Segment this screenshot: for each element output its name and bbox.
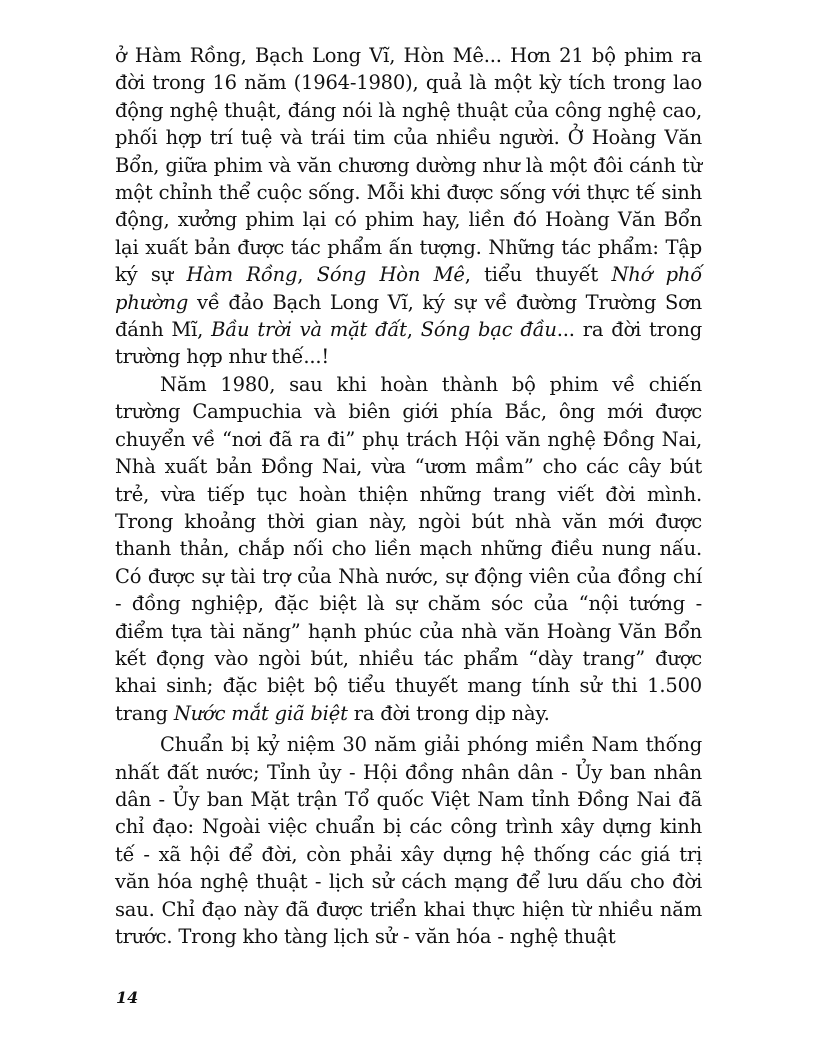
paragraph-2-run-1: Năm 1980, sau khi hoàn thành bộ phim về chiến trường Campuchia và biên giới phía Bắc, ông mới được chuyển về “nơi đã ra đi” phụ trách Hội văn nghệ Đồng Nai, Nhà xuất bản Đồng Nai, vừa “ươm mầm” cho các cây bút trẻ, vừa tiếp tục hoàn thiện những trang viết đời mình. Trong khoảng thời gian này, ngòi bút nhà văn mới được thanh thản, chắp nối cho liền mạch những điều nung nấu. Có được sự tài trợ của Nhà nước, sự động viên của đồng chí - đồng nghiệp, đặc biệt là sự chăm sóc của “nội tướng - điểm tựa tài năng” hạnh phúc của nhà văn Hoàng Văn Bổn kết đọng vào ngòi bút, nhiều tác phẩm “dày trang” được khai sinh; đặc biệt bộ tiểu thuyết mang tính sử thi 1.500 trang [115,372,702,725]
paragraph-1-run-1: ở Hàm Rồng, Bạch Long Vĩ, Hòn Mê... Hơn 21 bộ phim ra đời trong 16 năm (1964-1980), quả là một kỳ tích trong lao động nghệ thuật, đáng nói là nghệ thuật của công nghệ cao, phối hợp trí tuệ và trái tim của nhiều người. Ở Hoàng Văn Bổn, giữa phim và văn chương dường như là một đôi cánh từ một chỉnh thể cuộc sống. Mỗi khi được sống với thực tế sinh động, xưởng phim lại có phim hay, liền đó Hoàng Văn Bổn lại xuất bản được tác phẩm ấn tượng. Những tác phẩm: Tập ký sự [115,44,702,287]
title-bau-troi-va-mat-dat: Bầu trời và mặt đất [211,318,407,342]
paragraph-2-run-3: ra đời trong dịp này. [347,701,550,725]
paragraph-1-run-5: , tiểu thuyết [464,263,612,287]
paragraph-1 [115,42,702,371]
page-number: 14 [116,988,139,1007]
paragraph-1-run-3: , [297,263,317,287]
title-ham-rong: Hàm Rồng [186,263,298,287]
page-body [115,42,702,950]
paragraph-1-run-11: ... ra đời trong trường hợp như thế...! [115,318,702,369]
title-nho-pho-phuong: Nhớ phố phường [115,263,702,314]
paragraph-1-run-9: , [406,318,421,342]
paragraph-1-run-7: về đảo Bạch Long Vĩ, ký sự về đường Trường Sơn đánh Mĩ, [115,290,702,342]
title-nuoc-mat-gia-biet: Nước mắt giã biệt [173,701,348,725]
paragraph-3-run-1: Chuẩn bị kỷ niệm 30 năm giải phóng miền Nam thống nhất đất nước; Tỉnh ủy - Hội đồng nhân dân - Ủy ban nhân dân - Ủy ban Mặt trận Tổ quốc Việt Nam tỉnh Đồng Nai đã chỉ đạo: Ngoài việc chuẩn bị các công trình xây dựng kinh tế - xã hội để đời, còn phải xây dựng hệ thống các giá trị văn hóa nghệ thuật - lịch sử cách mạng để lưu dấu cho đời sau. Chỉ đạo này đã được triển khai thực hiện từ nhiều năm trước. Trong kho tàng lịch sử - văn hóa - nghệ thuật [115,733,702,948]
paragraph-3 [115,731,702,950]
title-song-hon-me: Sóng Hòn Mê [316,263,465,287]
title-song-bac-dau: Sóng bạc đầu [420,318,557,342]
paragraph-2 [115,371,702,727]
